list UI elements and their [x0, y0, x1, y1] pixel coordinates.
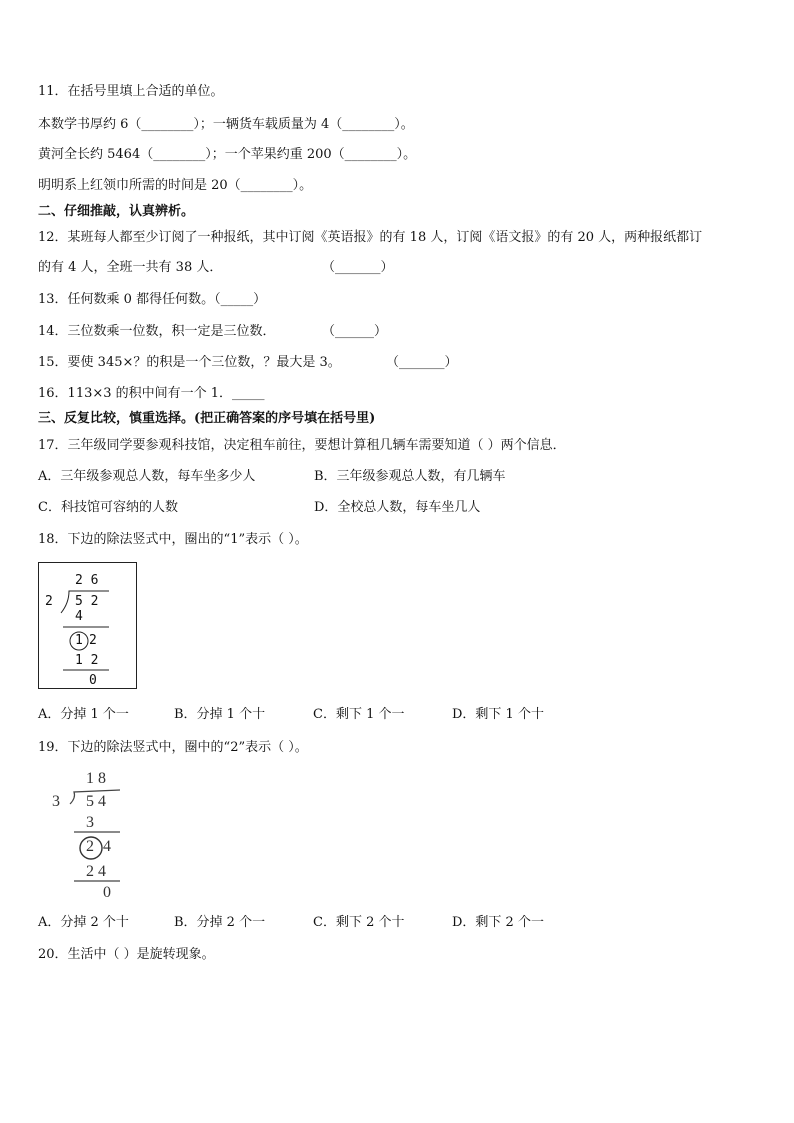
q19-division-figure — [48, 768, 148, 908]
q18-circled-digit: 1 — [75, 633, 83, 648]
q19-quotient: 1 8 — [86, 770, 106, 787]
q18-option-d[interactable]: D．剩下 1 个十 — [452, 707, 544, 722]
q12-answer-blank[interactable]: （_______） — [322, 260, 394, 275]
q14-text: 14．三位数乘一位数，积一定是三位数． — [38, 324, 276, 339]
q19-dividend: 5 4 — [86, 793, 106, 810]
q13-text: 13．任何数乘 0 都得任何数。（_____） — [38, 292, 267, 307]
q18-step2-rest: 2 — [89, 633, 97, 648]
q20-text: 20．生活中（ ）是旋转现象。 — [38, 947, 215, 962]
q19-option-d[interactable]: D．剩下 2 个一 — [452, 915, 544, 930]
q18-option-b[interactable]: B．分掉 1 个十 — [174, 707, 266, 722]
q19-remainder: 0 — [103, 884, 111, 901]
q19-circled-digit: 2 — [86, 838, 94, 855]
q12-line1: 12．某班每人都至少订阅了一种报纸，其中订阅《英语报》的有 18 人，订阅《语文报》的有 20 人，两种报纸都订 — [38, 230, 703, 245]
q11-title: 11．在括号里填上合适的单位。 — [38, 84, 224, 99]
q17-option-b[interactable]: B．三年级参观总人数，有几辆车 — [314, 469, 506, 484]
q11-line3: 明明系上红领巾所需的时间是 20（________）。 — [38, 178, 313, 193]
q17-text: 17．三年级同学要参观科技馆，决定租车前往，要想计算租几辆车需要知道（ ）两个信息． — [38, 438, 566, 453]
q19-step3: 2 4 — [86, 863, 106, 880]
q17-option-c[interactable]: C．科技馆可容纳的人数 — [38, 500, 178, 515]
q12-line2: 的有 4 人，全班一共有 38 人． — [38, 260, 223, 275]
q18-option-a[interactable]: A．分掉 1 个一 — [38, 707, 129, 722]
section-2-heading: 二、仔细推敲，认真辨析。 — [38, 204, 195, 219]
q18-divisor: 2 — [45, 594, 53, 609]
q11-line2: 黄河全长约 5464（________）；一个苹果约重 200（________）。 — [38, 147, 417, 162]
q19-step2-rest: 4 — [103, 838, 111, 855]
q19-step1: 3 — [86, 814, 94, 831]
q19-text: 19．下边的除法竖式中，圈中的“2”表示（ ）。 — [38, 740, 308, 755]
q18-dividend: 5 2 — [75, 594, 99, 609]
q18-division-figure — [38, 562, 137, 689]
q16-text: 16．113×3 的积中间有一个 1．_____ — [38, 386, 265, 401]
q18-option-c[interactable]: C．剩下 1 个一 — [313, 707, 405, 722]
q19-option-c[interactable]: C．剩下 2 个十 — [313, 915, 405, 930]
q15-answer-blank[interactable]: （_______） — [386, 355, 458, 370]
q17-option-a[interactable]: A．三年级参观总人数，每车坐多少人 — [38, 469, 256, 484]
q18-step1: 4 — [75, 609, 83, 624]
q11-line1: 本数学书厚约 6（________）；一辆货车载质量为 4（________）。 — [38, 117, 414, 132]
q19-divisor: 3 — [52, 793, 60, 810]
section-3-heading: 三、反复比较，慎重选择。(把正确答案的序号填在括号里) — [38, 411, 376, 426]
q18-division-lines — [39, 563, 138, 690]
q14-answer-blank[interactable]: （______） — [322, 324, 388, 339]
q18-remainder: 0 — [89, 673, 97, 688]
q18-quotient: 2 6 — [75, 573, 99, 588]
q15-text: 15．要使 345×？的积是一个三位数，？最大是 3。 — [38, 355, 341, 370]
q18-step3: 1 2 — [75, 653, 99, 668]
q17-option-d[interactable]: D．全校总人数，每车坐几人 — [314, 500, 481, 515]
q19-division-lines — [48, 768, 148, 908]
q19-option-a[interactable]: A．分掉 2 个十 — [38, 915, 129, 930]
q18-text: 18．下边的除法竖式中，圈出的“1”表示（ ）。 — [38, 532, 308, 547]
q19-option-b[interactable]: B．分掉 2 个一 — [174, 915, 266, 930]
